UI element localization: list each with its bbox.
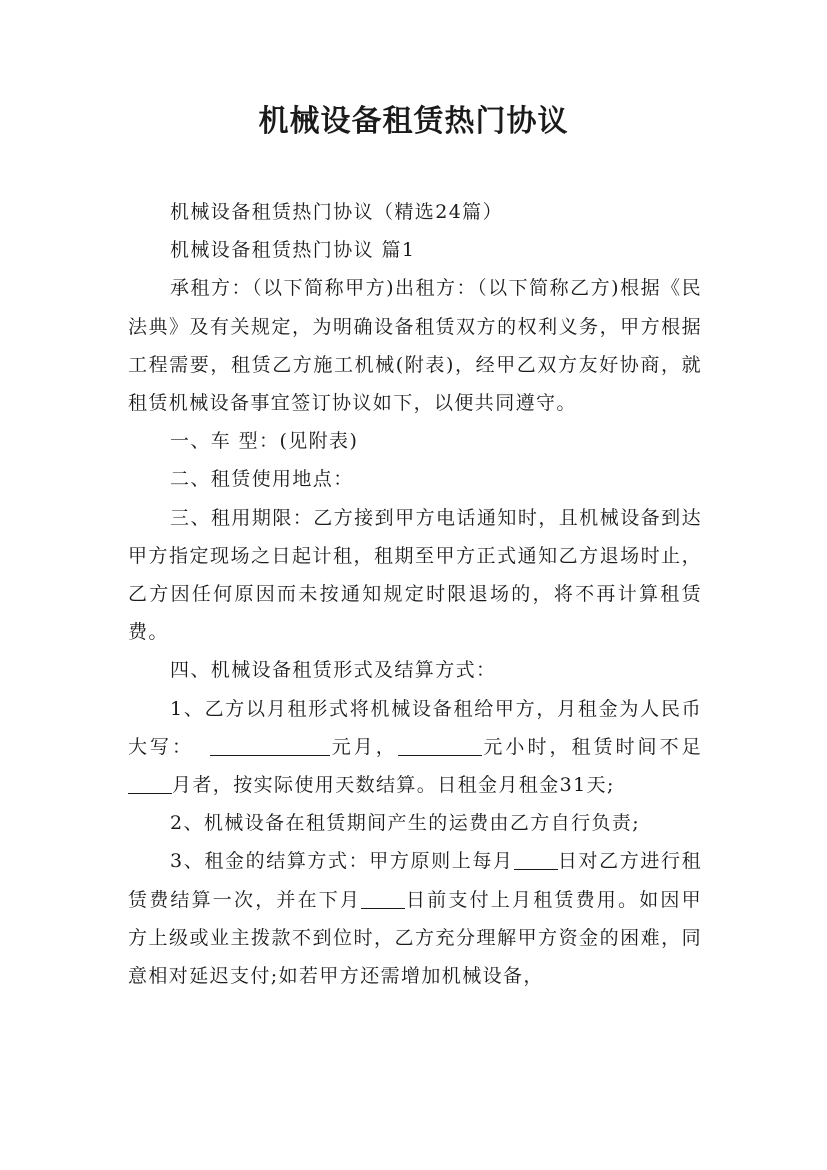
clause-settlement-heading: 四、机械设备租赁形式及结算方式：: [170, 659, 497, 682]
clause-lease-term: 三、租用期限：乙方接到甲方电话通知时，且机械设备到达甲方指定现场之日起计租，租期至甲方正式通知乙方退场时止，乙方因任何原因而未按通知规定时限退场的，将不再计算租赁费。: [128, 506, 702, 644]
intro-paragraph: 承租方：（以下简称甲方)出租方：（以下简称乙方)根据《民法典》及有关规定，为明确设备租赁双方的权利义务，甲方根据工程需要，租赁乙方施工机械(附表)，经甲乙双方友好协商，就租赁机械设备事宜签订协议如下，以便共同遵守。: [128, 277, 702, 415]
clause-vehicle-type: 一、车 型：(见附表): [170, 430, 359, 453]
section-heading: 机械设备租赁热门协议 篇1: [170, 239, 416, 262]
item-settlement-text-a: 3、租金的结算方式：甲方原则上每月: [170, 850, 514, 873]
item-settlement-text-c: 日前支付上月租赁费用。如因甲方上级或业主拨款不到位时，乙方充分理解甲方资金的困难，同意相对延迟支付;如若甲方还需增加机械设备，: [128, 888, 702, 988]
item-monthly-rent-text-d: 月者，按实际使用天数结算。日租金月租金31天;: [172, 774, 615, 797]
item-settlement-text-b: 日对乙方进行租赁费结算一次，并在下月: [128, 850, 703, 911]
monthly-rent-blank: [210, 736, 330, 756]
document-body: [128, 193, 702, 995]
item-settlement-method: [128, 842, 702, 995]
item-freight: 2、机械设备在租赁期间产生的运费由乙方自行负责;: [170, 812, 641, 835]
item-monthly-rent-text-b: 元月，: [330, 735, 398, 758]
item-monthly-rent-text-a: 1、乙方以月租形式将机械设备租给甲方，月租金为人民币大写：: [128, 697, 702, 758]
item-monthly-rent: [128, 690, 702, 805]
short-term-blank: [128, 774, 172, 794]
hourly-rent-blank: [398, 736, 482, 756]
document-title: 机械设备租赁热门协议: [258, 104, 569, 139]
settlement-day-blank: [514, 850, 558, 870]
document-subtitle: 机械设备租赁热门协议（精选24篇）: [170, 201, 503, 223]
payment-day-blank: [361, 889, 405, 909]
clause-usage-location: 二、租赁使用地点：: [170, 468, 354, 491]
item-monthly-rent-text-c: 元小时，租赁时间不足: [481, 735, 703, 758]
